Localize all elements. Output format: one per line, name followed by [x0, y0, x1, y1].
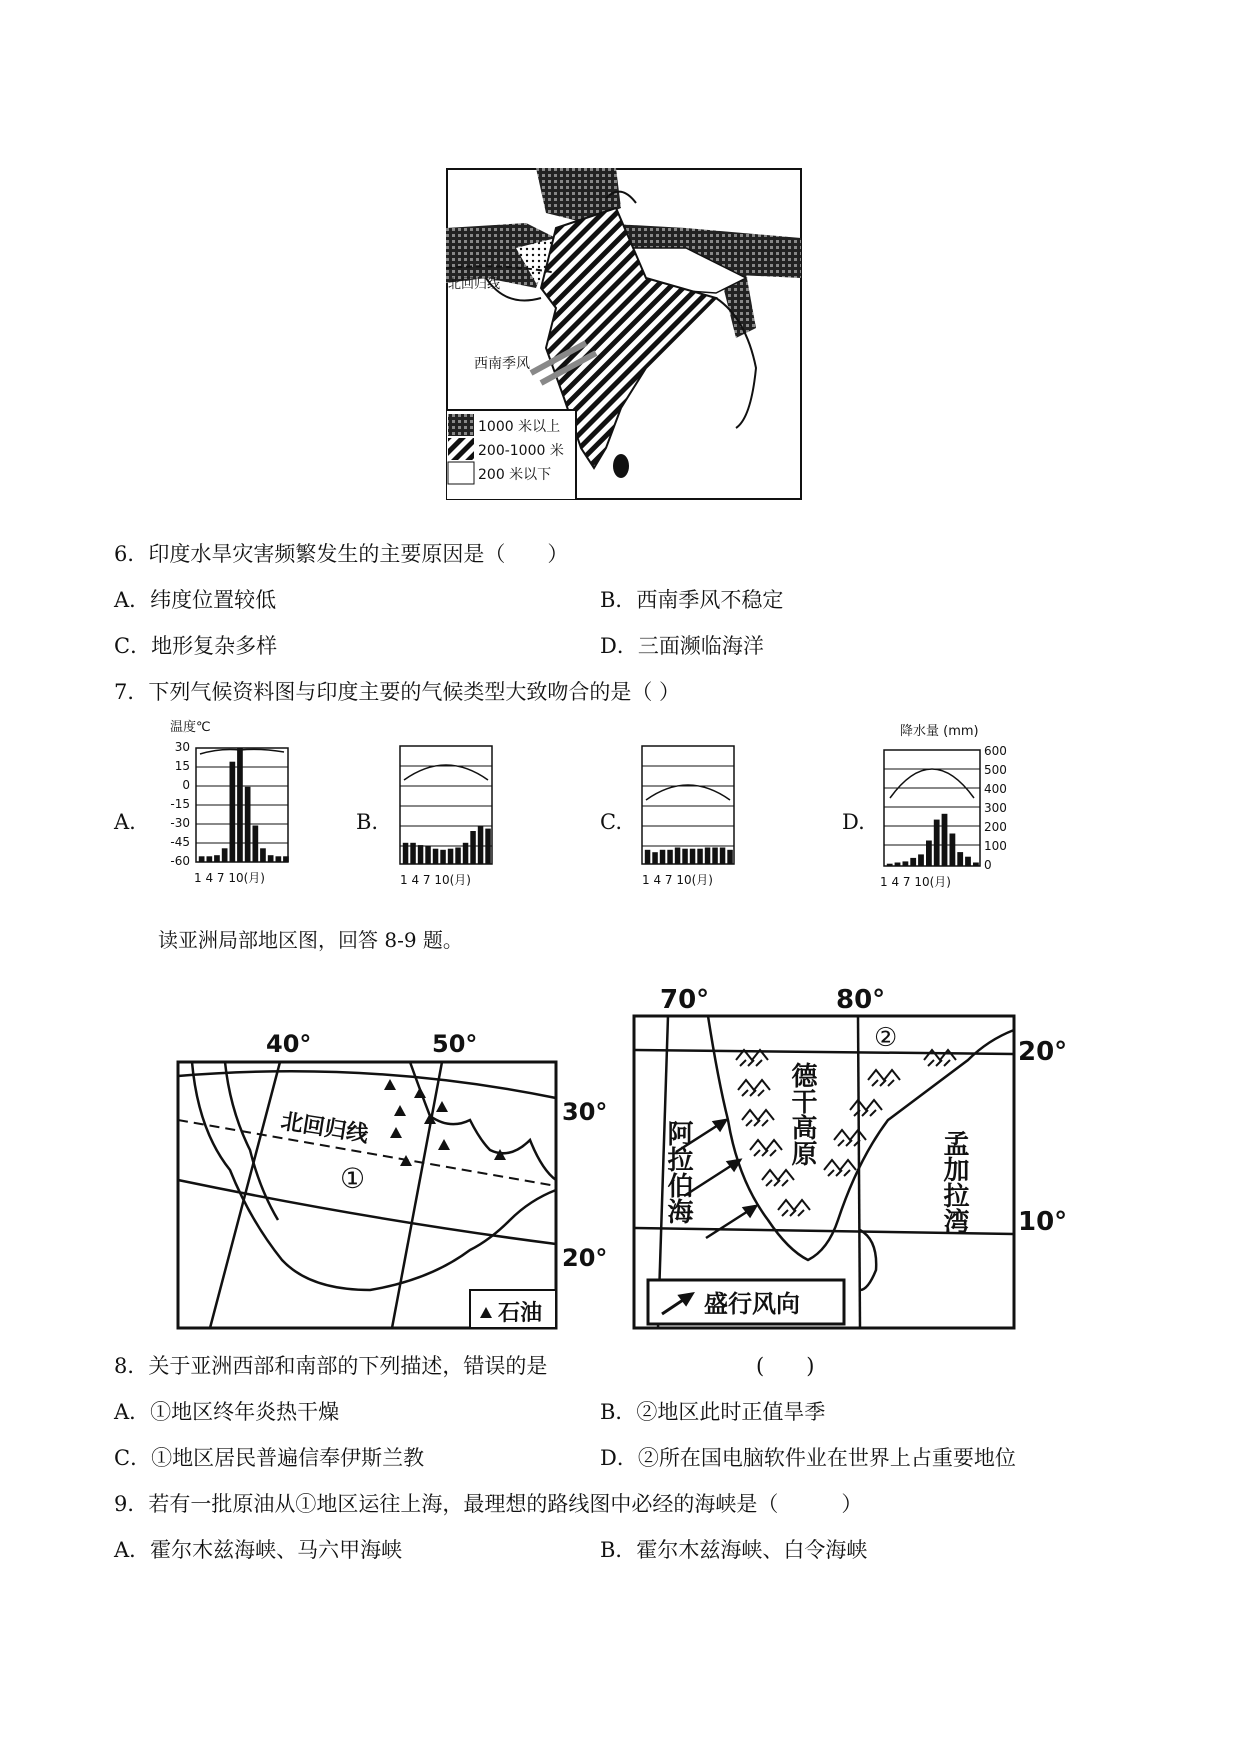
q9-stem: 9．若有一批原油从①地区运往上海，最理想的路线图中必经的海峡是（ ）	[114, 1492, 863, 1516]
region-1-label: ①	[340, 1162, 366, 1195]
q8-stem: 8．关于亚洲西部和南部的下列描述，错误的是	[114, 1354, 548, 1378]
precip-bar	[222, 848, 228, 862]
precip-bar	[727, 850, 733, 864]
bay-label: 孟加拉湾	[939, 1130, 969, 1234]
tick-label: 30	[174, 740, 190, 754]
q8-option-a[interactable]: A．①地区终年炎热干燥	[114, 1400, 340, 1424]
lat-label: 20°	[1018, 1037, 1068, 1067]
climate-chart-b	[396, 742, 506, 892]
precip-bar	[448, 849, 454, 864]
q7-option-d[interactable]: D.	[842, 810, 865, 834]
tropic-label: 北回归线	[279, 1109, 370, 1148]
precip-bar	[957, 852, 963, 866]
q6-option-d[interactable]: D．三面濒临海洋	[600, 634, 764, 658]
precip-bar	[712, 848, 718, 865]
sri-lanka	[613, 454, 629, 478]
precip-bar	[965, 857, 971, 866]
q8-option-b[interactable]: B．②地区此时正值旱季	[600, 1400, 826, 1424]
precip-bar	[942, 814, 948, 866]
precip-bar	[199, 856, 205, 862]
precip-bar	[245, 787, 251, 862]
legend-item: 1000 米以上	[478, 419, 561, 435]
q9-option-b[interactable]: B．霍尔木兹海峡、白令海峡	[600, 1538, 868, 1562]
tick-label: 100	[984, 839, 1007, 853]
map1-legend	[446, 410, 576, 500]
precip-bar	[478, 826, 484, 864]
climate-chart-a	[160, 718, 310, 890]
precip-bar	[403, 843, 409, 864]
precip-bar	[645, 850, 651, 864]
x-ticks: 1 4 7 10(月)	[880, 875, 951, 889]
precip-bar	[910, 858, 916, 866]
precip-bar	[660, 850, 666, 864]
tick-label: 500	[984, 763, 1007, 777]
wind-legend-label: 盛行风向	[704, 1290, 800, 1318]
precip-bar	[973, 863, 979, 867]
precip-bar	[410, 843, 416, 864]
india-relief-map	[446, 168, 802, 500]
precip-bar	[926, 841, 932, 867]
q8-answer-paren: ( )	[756, 1354, 815, 1378]
precip-bar	[667, 850, 673, 864]
left-axis-title: 温度℃	[170, 720, 211, 735]
q6-stem: 6．印度水旱灾害频繁发生的主要原因是（ ）	[114, 542, 569, 566]
precip-bar	[918, 854, 924, 866]
lat-label: 10°	[1018, 1207, 1068, 1237]
lon-label: 70°	[660, 985, 710, 1015]
precip-bar	[485, 829, 491, 864]
sea-label: 阿拉伯海	[663, 1120, 693, 1224]
right-axis-title: 降水量 (mm)	[900, 724, 979, 739]
precip-bar	[720, 848, 726, 865]
monsoon-label: 西南季风	[474, 356, 530, 372]
x-ticks: 1 4 7 10(月)	[194, 871, 265, 885]
precip-bar	[276, 856, 282, 862]
precip-bar	[283, 856, 289, 862]
climate-chart-c	[638, 742, 748, 892]
legend-item: 200 米以下	[478, 467, 552, 483]
precip-bar	[705, 848, 711, 865]
precip-bar	[463, 843, 469, 864]
intro-text: 读亚洲局部地区图，回答 8-9 题。	[158, 928, 463, 952]
legend-item: 200-1000 米	[478, 443, 564, 459]
lat-label: 20°	[562, 1244, 608, 1272]
q7-option-a[interactable]: A.	[114, 810, 136, 834]
climate-chart-d	[872, 720, 1022, 892]
x-ticks: 1 4 7 10(月)	[642, 873, 713, 887]
plateau-label: 德干高原	[787, 1062, 817, 1166]
q7-stem: 7．下列气候资料图与印度主要的气候类型大致吻合的是（ ）	[114, 680, 681, 704]
q9-option-a[interactable]: A．霍尔木兹海峡、马六甲海峡	[114, 1538, 403, 1562]
precip-bar	[934, 820, 940, 866]
tick-label: 200	[984, 820, 1007, 834]
west-asia-map	[170, 1020, 610, 1332]
tick-label: 300	[984, 801, 1007, 815]
left-ticks	[170, 740, 190, 868]
tick-label: 0	[984, 858, 992, 872]
precip-bar	[440, 850, 446, 864]
region-2-label: ②	[874, 1023, 898, 1053]
oil-legend-label: 石油	[498, 1301, 543, 1326]
q6-option-c[interactable]: C．地形复杂多样	[114, 634, 278, 658]
tick-label: 0	[182, 778, 190, 792]
precip-bar	[675, 848, 681, 865]
precip-bar	[903, 861, 909, 866]
precip-bar	[214, 855, 220, 862]
precip-bar	[470, 831, 476, 864]
tick-label: 15	[174, 759, 190, 773]
q8-option-c[interactable]: C．①地区居民普遍信奉伊斯兰教	[114, 1446, 425, 1470]
precip-bar	[433, 849, 439, 864]
tick-label: -60	[170, 854, 190, 868]
india-wind-map	[628, 980, 1078, 1332]
tick-label: -30	[170, 816, 190, 830]
q6-option-b[interactable]: B．西南季风不稳定	[600, 588, 784, 612]
tick-label: -45	[170, 835, 190, 849]
precip-bar	[697, 849, 703, 864]
precip-bar	[237, 748, 243, 862]
precip-bar	[207, 856, 213, 862]
tick-label: -15	[170, 797, 190, 811]
tropic-label: 北回归线	[448, 277, 501, 292]
lat-label: 30°	[562, 1098, 608, 1126]
precip-bar	[682, 849, 688, 864]
q6-option-a[interactable]: A．纬度位置较低	[114, 588, 277, 612]
x-ticks: 1 4 7 10(月)	[400, 873, 471, 887]
precip-bar	[455, 848, 461, 865]
precip-bar	[425, 846, 431, 864]
precip-bar	[895, 863, 901, 867]
precip-bar	[887, 864, 893, 866]
q7-option-c[interactable]: C.	[600, 810, 622, 834]
tick-label: 600	[984, 744, 1007, 758]
precip-bar	[260, 848, 266, 862]
precip-bar	[652, 852, 658, 864]
precip-bar	[950, 834, 956, 867]
q8-option-d[interactable]: D．②所在国电脑软件业在世界上占重要地位	[600, 1446, 1016, 1470]
precip-bar	[690, 849, 696, 864]
lon-label: 80°	[836, 985, 886, 1015]
tick-label: 400	[984, 782, 1007, 796]
lon-label: 40°	[266, 1030, 312, 1058]
q7-option-b[interactable]: B.	[356, 810, 379, 834]
lon-label: 50°	[432, 1030, 478, 1058]
precip-bar	[253, 826, 259, 863]
precip-bar	[418, 845, 424, 864]
precip-bar	[268, 855, 274, 862]
precip-bar	[230, 762, 236, 862]
